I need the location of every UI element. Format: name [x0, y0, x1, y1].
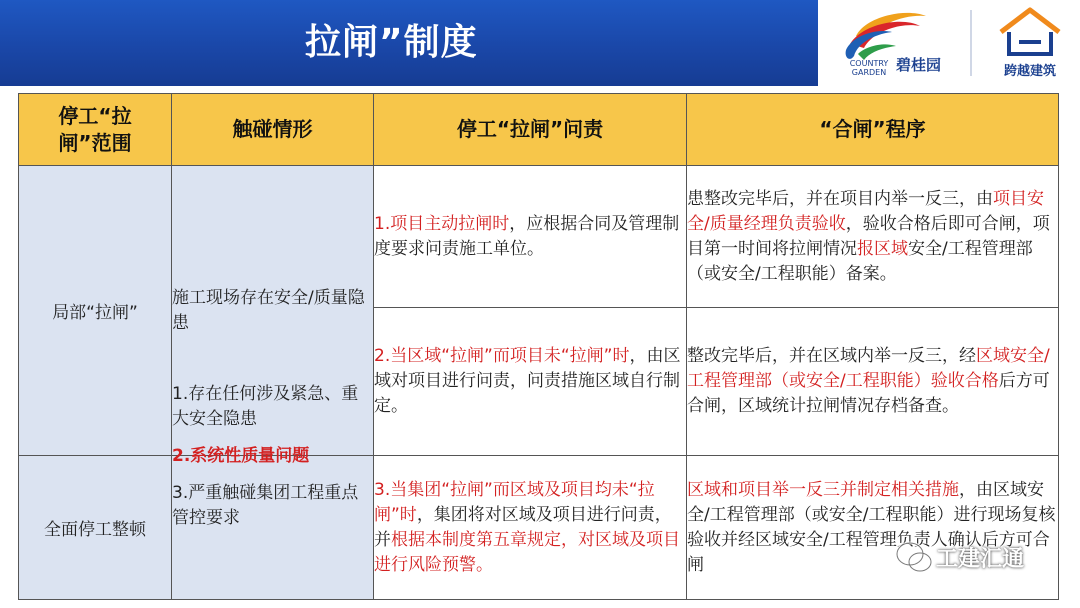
header-recovery: “合闸”程序	[687, 94, 1059, 166]
logo-divider	[970, 10, 972, 76]
recovery-cell-2	[687, 308, 1059, 456]
wechat-icon	[894, 538, 934, 578]
accountability-red-1: 1.项目主动拉闸时	[374, 213, 510, 234]
recovery-text-2a: 整改完毕后，并在区域内举一反三，经	[687, 346, 976, 366]
header-situation: 触碰情形	[172, 94, 374, 166]
accountability-cell-3	[374, 456, 687, 600]
situation-item-3: 3.严重触碰集团工程重点管控要求	[172, 483, 359, 528]
recovery-red-1a: 项目安全/质量经理负责验收	[687, 188, 1044, 234]
recovery-text-1c: 安全/工程管理部（或安全/工程职能）备案。	[687, 238, 1033, 284]
situation-partial-label: 施工现场存在安全/质量隐患	[172, 287, 365, 333]
scope-partial-cell	[19, 166, 172, 456]
kuayue-logo	[993, 6, 1067, 80]
accountability-text-3: ，集团将对区域及项目进行问责，并	[374, 504, 672, 550]
recovery-red-3: 区域和项目举一反三并制定相关措施	[687, 479, 959, 500]
scope-full-cell	[19, 456, 172, 600]
recovery-text-3b: 确认后方可合闸	[687, 529, 1050, 575]
accountability-text-2: ，由区域对项目进行问责，问责措施区域自行制定。	[374, 346, 681, 416]
recovery-red-2: 区域安全/工程管理部（或安全/工程职能）验收合格	[687, 346, 1050, 391]
watermark	[894, 536, 1064, 580]
watermark-text: 工建汇通	[936, 547, 1025, 572]
logo-area	[818, 0, 1080, 86]
regulation-table	[18, 93, 1059, 600]
accountability-red-3b: 根据本制度第五章规定，对区域及项目进行风险预警。	[374, 529, 680, 575]
recovery-cell-1	[687, 166, 1059, 308]
situation-item-2: 2.系统性质量问题	[172, 446, 310, 466]
house-icon	[993, 6, 1067, 60]
scope-partial-label: 局部“拉闸”	[52, 303, 138, 323]
table-header-row	[19, 94, 1059, 166]
header-band	[0, 0, 1080, 86]
accountability-cell-1	[374, 166, 687, 308]
country-garden-logo	[836, 6, 956, 80]
country-garden-en-label: COUNTRY GARDEN	[849, 59, 889, 77]
kuayue-label: 跨越建筑	[1003, 64, 1056, 79]
recovery-red-1b: 报区域	[857, 238, 908, 259]
situation-full-cell	[172, 384, 374, 600]
table-row	[19, 166, 1059, 308]
situation-item-1: 1.存在任何涉及紧急、重大安全隐患	[172, 384, 359, 429]
header-accountability: 停工“拉闸”问责	[374, 94, 687, 166]
accountability-red-3: 3.当集团“拉闸”而区域及项目均未“拉闸”时	[374, 479, 655, 525]
recovery-text-3a: ，由区域安全/工程管理部（或安全/工程职能）进行现场复核验收并经区域安全/工程管理负责人	[687, 479, 1056, 550]
accountability-text-1: ，应根据合同及管理制度要求问责施工单位。	[374, 213, 680, 259]
accountability-cell-2	[374, 308, 687, 456]
recovery-text-1b: ，验收合格后即可合闸，项目第一时间将拉闸情况	[687, 213, 1050, 259]
recovery-text-1a: 患整改完毕后，并在项目内举一反三，由	[687, 188, 993, 209]
country-garden-cn-label: 碧桂园	[896, 56, 942, 74]
scope-full-label: 全面停工整顿	[44, 520, 146, 540]
accountability-red-2: 2.当区域“拉闸”而项目未“拉闸”时	[374, 346, 630, 366]
page-title: 拉闸”制度	[305, 22, 478, 63]
header-scope: 停工“拉闸”范围	[19, 94, 172, 166]
recovery-text-2b: 后方可合闸，区域统计拉闸情况存档备查。	[687, 371, 1050, 416]
